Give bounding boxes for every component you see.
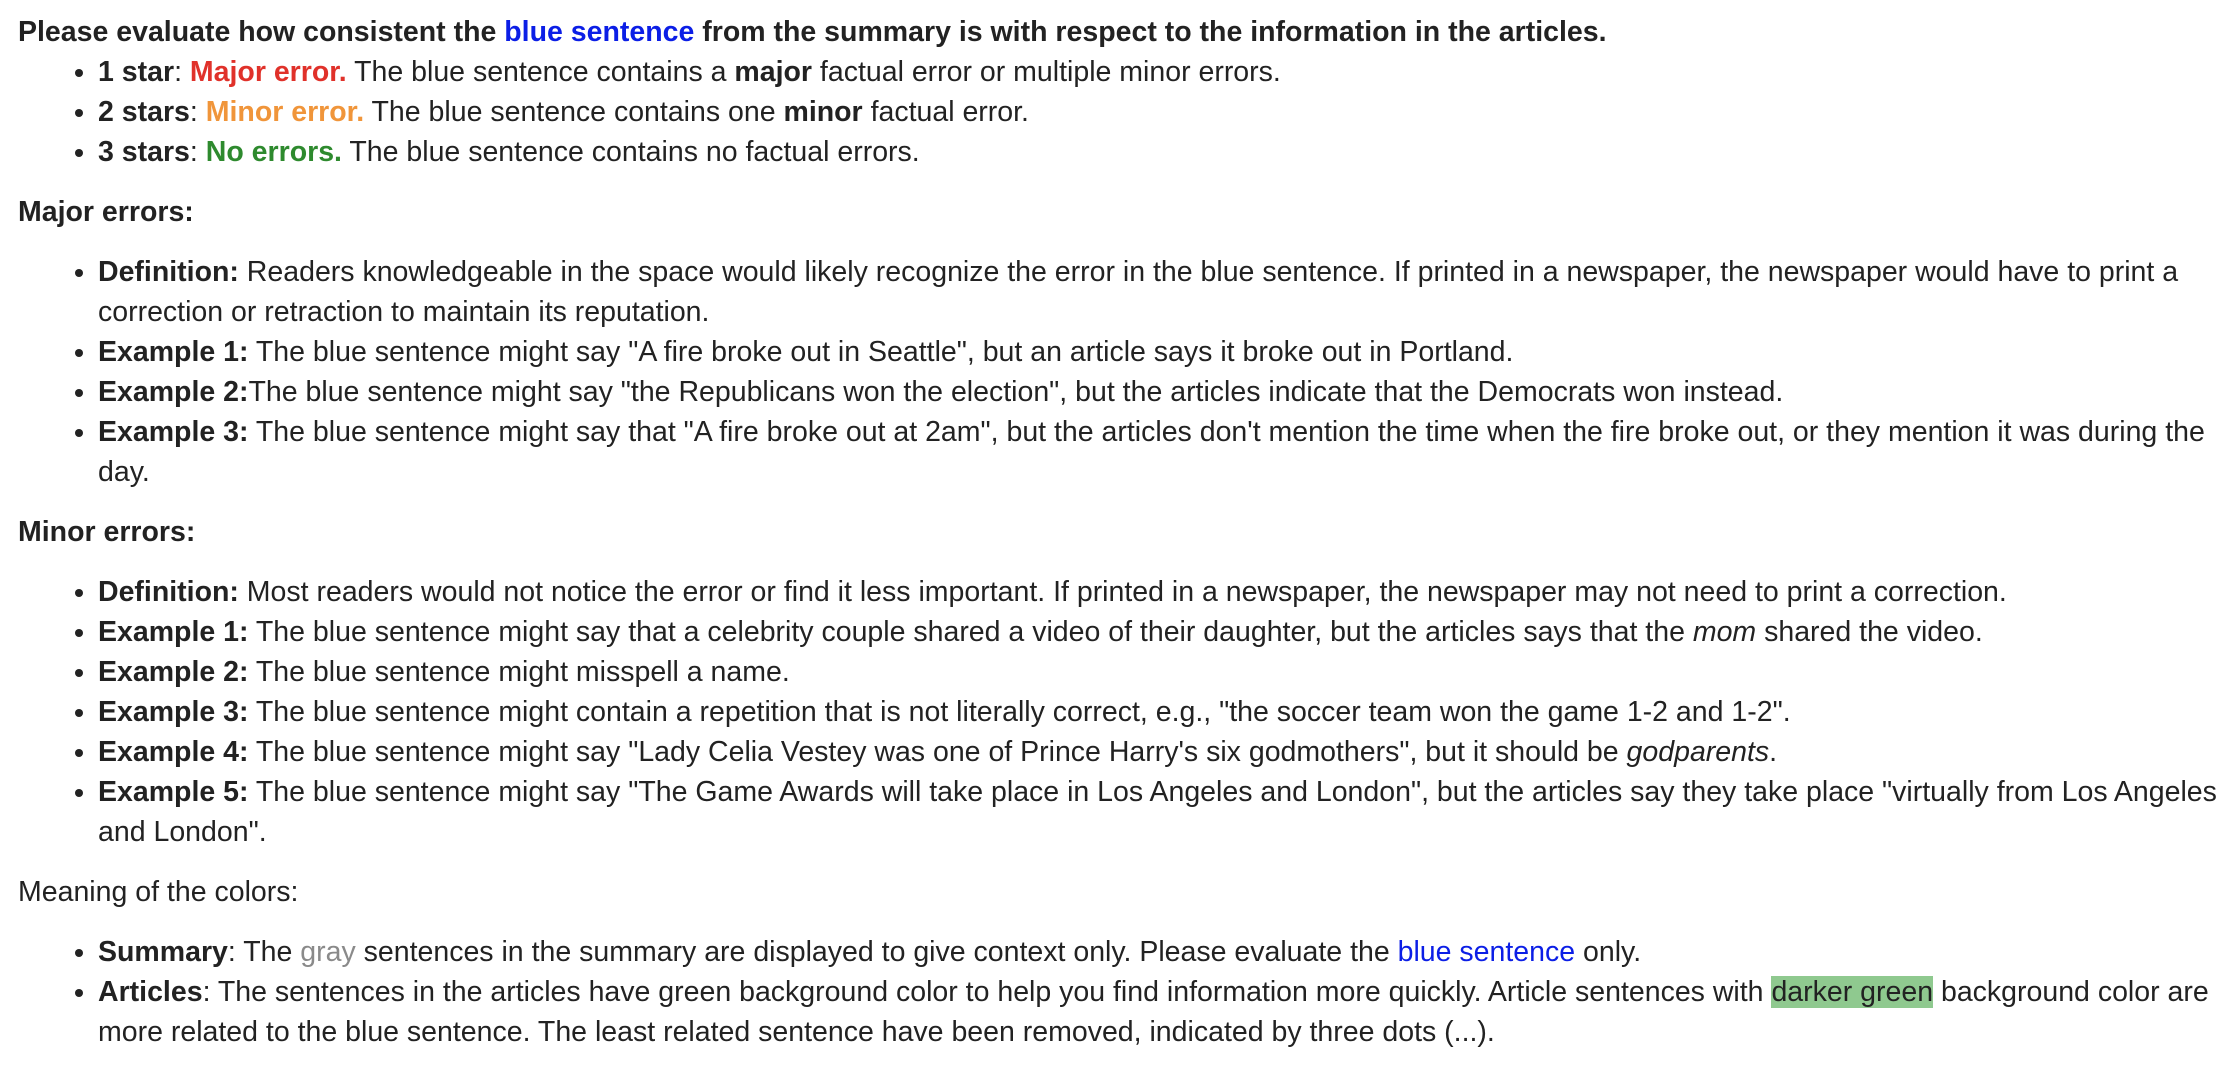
minor-example-1 — [98, 612, 2218, 652]
major-example-2 — [98, 372, 2218, 412]
major-definition — [98, 252, 2218, 332]
item-text: : The sentences in the articles have green background color to help you find information more quickly. Article sentences with — [202, 976, 1772, 1008]
colors-list — [18, 932, 2218, 1052]
blue-sentence-word: blue sentence — [1397, 936, 1576, 968]
item-text: The blue sentence might contain a repetition that is not literally correct, e.g., "the soccer team won the game 1-2 and 1-2". — [248, 696, 1791, 728]
item-label: Summary — [98, 936, 228, 968]
rating-colon: : — [189, 136, 206, 168]
intro-suffix: from the summary is with respect to the information in the articles. — [694, 16, 1607, 48]
rating-colon: : — [189, 96, 206, 128]
rating-tag-major: Major error. — [189, 56, 347, 88]
item-label: Example 3: — [98, 416, 249, 448]
item-text: sentences in the summary are displayed to give context only. Please evaluate the — [355, 936, 1398, 968]
item-label: Example 5: — [98, 776, 249, 808]
rating-colon: : — [174, 56, 190, 88]
major-errors-list — [18, 252, 2218, 492]
item-text: The blue sentence might misspell a name. — [248, 656, 790, 688]
item-label: Example 2: — [98, 376, 249, 408]
rating-label: 3 stars — [98, 136, 190, 168]
item-label: Example 1: — [98, 616, 249, 648]
major-example-1 — [98, 332, 2218, 372]
rating-list — [18, 52, 2218, 172]
item-text: The blue sentence might say "The Game Awards will take place in Los Angeles and London", but the articles say they take place "virtually from Los Angeles and London". — [98, 776, 2217, 848]
item-text: The blue sentence might say "Lady Celia Vestey was one of Prince Harry's six godmothers", but it should be — [248, 736, 1627, 768]
minor-example-5 — [98, 772, 2218, 852]
item-label: Example 2: — [98, 656, 249, 688]
item-label: Example 1: — [98, 336, 249, 368]
item-tail: shared the video. — [1756, 616, 1983, 648]
minor-example-3 — [98, 692, 2218, 732]
rating-bold-word: minor — [783, 96, 863, 128]
rating-text: The blue sentence contains one — [364, 96, 784, 128]
intro-blue-sentence: blue sentence — [504, 16, 695, 48]
darker-green-highlight: darker green — [1771, 976, 1934, 1008]
rating-bold-word: major — [734, 56, 813, 88]
item-label: Example 4: — [98, 736, 249, 768]
item-text: only. — [1575, 936, 1642, 968]
item-text: background color are more related to the blue sentence. The least related sentence have been removed, indicated by three dots (...). — [98, 976, 2209, 1048]
item-emphasis: mom — [1692, 616, 1757, 648]
rating-text-end: factual error. — [862, 96, 1029, 128]
minor-definition — [98, 572, 2218, 612]
minor-example-2 — [98, 652, 2218, 692]
rating-tag-minor: Minor error. — [205, 96, 365, 128]
minor-errors-heading: Minor errors: — [18, 516, 196, 548]
rating-text: The blue sentence contains a — [346, 56, 735, 88]
colors-articles-item — [98, 972, 2218, 1052]
rating-item-1-star — [98, 52, 2218, 92]
minor-errors-list — [18, 572, 2218, 852]
item-text: The blue sentence might say "the Republicans won the election", but the articles indicate that the Democrats won instead. — [248, 376, 1784, 408]
item-text: : The — [227, 936, 301, 968]
rating-text-end: factual error or multiple minor errors. — [812, 56, 1281, 88]
major-errors-heading: Major errors: — [18, 196, 194, 228]
item-text: The blue sentence might say that a celebrity couple shared a video of their daughter, but the articles says that the — [248, 616, 1693, 648]
item-emphasis: godparents — [1626, 736, 1770, 768]
rating-item-3-stars — [98, 132, 2218, 172]
item-label: Definition: — [98, 256, 239, 288]
colors-heading: Meaning of the colors: — [18, 876, 299, 908]
rating-tag-none: No errors. — [205, 136, 342, 168]
rating-label: 1 star — [98, 56, 175, 88]
minor-example-4 — [98, 732, 2218, 772]
major-example-3 — [98, 412, 2218, 492]
item-tail: . — [1769, 736, 1778, 768]
rating-text: The blue sentence contains no factual errors. — [341, 136, 920, 168]
item-label: Definition: — [98, 576, 239, 608]
item-label: Example 3: — [98, 696, 249, 728]
item-text: Readers knowledgeable in the space would likely recognize the error in the blue sentence. If printed in a newspaper, the newspaper would have to print a correction or retraction to maintain its reputation. — [98, 256, 2179, 328]
item-text: The blue sentence might say "A fire broke out in Seattle", but an article says it broke out in Portland. — [248, 336, 1514, 368]
intro-prefix: Please evaluate how consistent the — [18, 16, 505, 48]
rating-item-2-stars — [98, 92, 2218, 132]
item-label: Articles — [98, 976, 203, 1008]
colors-summary-item — [98, 932, 2218, 972]
gray-word: gray — [300, 936, 356, 968]
intro-text — [18, 12, 2218, 52]
item-text: The blue sentence might say that "A fire broke out at 2am", but the articles don't mention the time when the fire broke out, or they mention it was during the day. — [98, 416, 2205, 488]
item-text: Most readers would not notice the error or find it less important. If printed in a newspaper, the newspaper may not need to print a correction. — [238, 576, 2007, 608]
rating-label: 2 stars — [98, 96, 190, 128]
